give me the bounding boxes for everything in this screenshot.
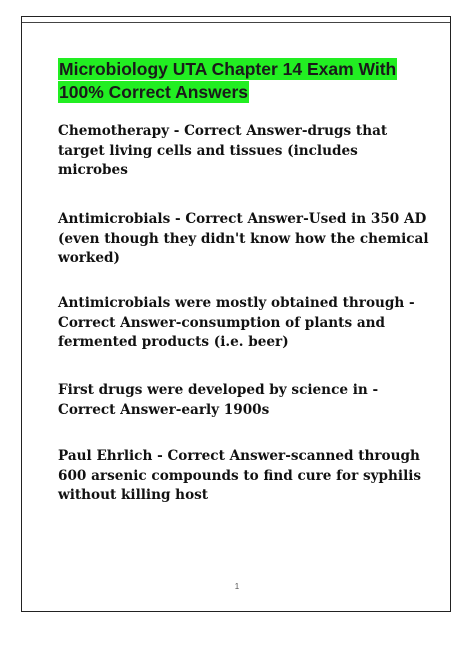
qa-item-antimicrobials-350ad: Antimicrobials - Correct Answer-Used in 350 AD (even though they didn't know how the chemical worked) <box>58 211 429 266</box>
document-title <box>58 58 430 103</box>
page-number: 1 <box>234 582 240 591</box>
title-shade <box>263 81 430 103</box>
title-line-1: Microbiology UTA Chapter 14 Exam With <box>59 59 397 79</box>
qa-item-first-drugs: First drugs were developed by science in - Correct Answer-early 1900s <box>58 382 379 418</box>
title-line-2: 100% Correct Answers <box>59 82 249 102</box>
qa-item-antimicrobials-obtained: Antimicrobials were mostly obtained through - Correct Answer-consumption of plants and fermented products (i.e. beer) <box>58 295 415 350</box>
qa-item-paul-ehrlich: Paul Ehrlich - Correct Answer-scanned through 600 arsenic compounds to find cure for syphilis without killing host <box>58 448 422 503</box>
qa-item-chemotherapy: Chemotherapy - Correct Answer-drugs that target living cells and tissues (includes microbes <box>58 123 388 178</box>
